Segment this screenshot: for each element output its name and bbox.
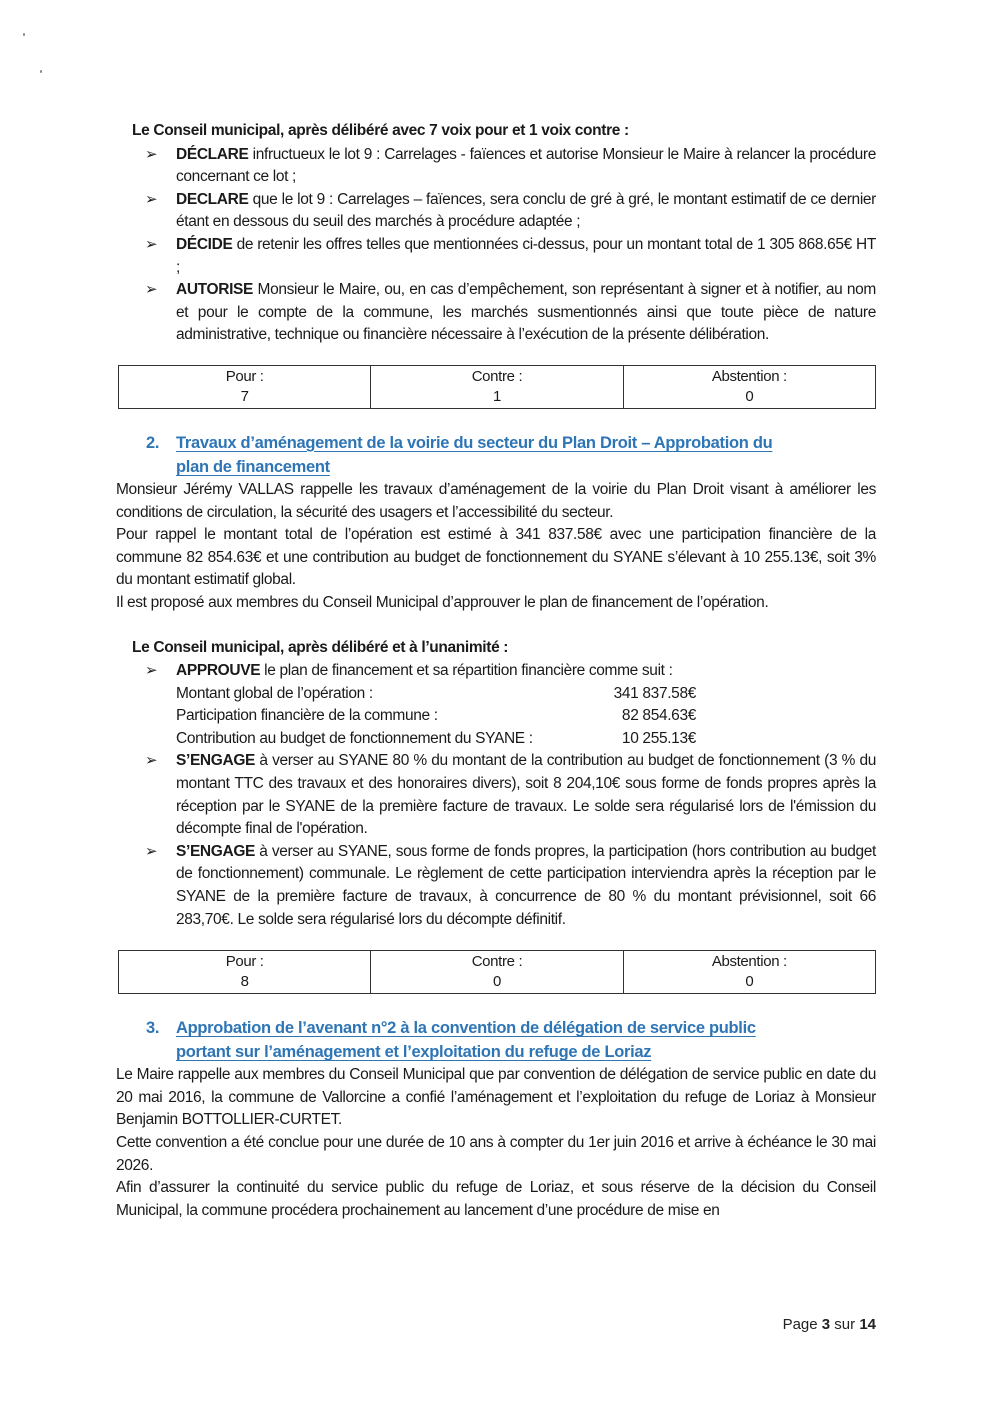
vote-pour-value: 8 [240, 973, 249, 991]
paragraph: Le Maire rappelle aux membres du Conseil Municipal que par convention de délégation de service public en date du 20 mai 2016, la commune de Vallorcine a confié l’aménagement et l’exploitation du refuge de Loriaz à Monsieur Benjamin BOTTOLLIER-CURTET. [116, 1066, 876, 1129]
page-prefix: Page [782, 1316, 822, 1333]
section-title-line2: plan de financement [176, 457, 330, 476]
paragraph: Il est proposé aux membres du Conseil Municipal d’approuver le plan de financement de l’opération. [116, 593, 769, 611]
vote-contre-value: 0 [492, 973, 501, 991]
council-decision-line: Le Conseil municipal, après délibéré avec 7 voix pour et 1 voix contre : [132, 122, 629, 139]
financing-value: 10 255.13€ [621, 729, 696, 747]
paragraph: Pour rappel le montant total de l’opération est estimé à 341 837.58€ avec une participation financière de la commune 82 854.63€ et une contribution au budget de fonctionnement du SYANE s’élevant à 10 255.13€, soit 3% du montant estimatif global. [116, 526, 876, 589]
financing-row [176, 728, 876, 751]
paragraph: Monsieur Jérémy VALLAS rappelle les travaux d’aménagement de la voirie du Plan Droit visant à améliorer les conditions de circulation, la sécurité des usagers et l’accessibilité du secteur. [116, 480, 876, 521]
decision-verb: S’ENGAGE [176, 842, 256, 860]
decision-list [116, 144, 876, 347]
section-title-line1: Approbation de l’avenant n°2 à la convention de délégation de service public [176, 1019, 756, 1038]
decision-verb: AUTORISE [176, 281, 254, 299]
decision-text: de retenir les offres telles que mentionnées ci-dessus, pour un montant total de 1 305 868.65€ HT ; [176, 235, 876, 276]
section-number: 2. [146, 433, 160, 452]
vote-pour-cell [119, 951, 371, 994]
vote-pour-cell [119, 365, 371, 408]
decision-item [145, 189, 876, 234]
vote-contre-label: Contre : [471, 953, 523, 971]
vote-table-section2 [118, 950, 876, 994]
vote-pour-label: Pour : [225, 367, 264, 385]
financing-label: Contribution au budget de fonctionnement du SYANE : [176, 729, 533, 747]
decision-item [145, 660, 876, 750]
paragraph: Afin d’assurer la continuité du service public du refuge de Loriaz, et sous réserve de la décision du Conseil Municipal, la commune procédera prochainement au lancement d’une procédure de mise en [116, 1179, 876, 1219]
arrow-bullet-icon: ➢ [145, 145, 158, 163]
section-title-line1: Travaux d’aménagement de la voirie du secteur du Plan Droit – Approbation du [176, 433, 773, 452]
vote-abstention-value: 0 [745, 973, 754, 991]
page-content [116, 120, 876, 1222]
vote-pour-label: Pour : [225, 953, 264, 971]
decision-item [145, 750, 876, 840]
vote-abstention-value: 0 [745, 387, 754, 405]
vote-contre-cell [371, 365, 623, 408]
arrow-bullet-icon: ➢ [145, 752, 158, 770]
scan-speck [23, 33, 25, 36]
paragraph: Cette convention a été conclue pour une durée de 10 ans à compter du 1er juin 2016 et arrive à échéance le 30 mai 2026. [116, 1134, 876, 1174]
decision-verb: APPROUVE [176, 662, 261, 680]
financing-row [176, 705, 876, 728]
vote-abstention-cell [623, 951, 875, 994]
decision-verb: DÉCIDE [176, 235, 233, 253]
financing-label: Participation financière de la commune : [176, 707, 438, 725]
arrow-bullet-icon: ➢ [145, 842, 158, 860]
decision-item [145, 279, 876, 347]
decision-text: Monsieur le Maire, ou, en cas d’empêchement, son représentant à signer et à notifier, au nom et pour le compte de la commune, les marchés susmentionnés ainsi que toute pièce de nature administrative, technique ou financière nécessaire à l’exécution de la présente délibération. [176, 281, 876, 344]
section-title-line2: portant sur l’aménagement et l’exploitation du refuge de Loriaz [176, 1043, 652, 1062]
decision-text: le plan de financement et sa répartition financière comme suit : [260, 662, 673, 680]
vote-contre-value: 1 [492, 387, 501, 405]
decision-verb: DÉCLARE [176, 145, 249, 163]
arrow-bullet-icon: ➢ [145, 235, 158, 253]
vote-contre-cell [371, 951, 623, 994]
vote-pour-value: 7 [240, 387, 249, 405]
decision-text: que le lot 9 : Carrelages – faïences, sera conclu de gré à gré, le montant estimatif de ce dernier étant en dessous du seuil des marchés à procédure adaptée ; [176, 190, 876, 231]
financing-label: Montant global de l’opération : [176, 684, 373, 702]
page-mid: sur [830, 1316, 860, 1333]
financing-value: 341 837.58€ [613, 684, 696, 702]
council-decision-line: Le Conseil municipal, après délibéré et à l’unanimité : [132, 638, 509, 656]
arrow-bullet-icon: ➢ [145, 281, 158, 299]
scan-speck [40, 70, 42, 73]
section-number: 3. [146, 1019, 160, 1038]
page-footer [783, 1316, 876, 1333]
decision-text: à verser au SYANE, sous forme de fonds propres, la participation (hors contribution au budget de fonctionnement) communale. Le règlement de cette participation interviendra après la réception par le SYANE de la première facture de travaux, à concurrence de 80 % du montant prévisionnel, soit 66 283,70€. Le solde sera régularisé lors du décompte définitif. [176, 842, 876, 928]
vote-abstention-label: Abstention : [711, 953, 787, 971]
decision-verb: S’ENGAGE [176, 752, 256, 770]
page-total: 14 [859, 1316, 876, 1333]
vote-abstention-label: Abstention : [711, 367, 787, 385]
page-current: 3 [821, 1316, 831, 1333]
vote-table-section1 [118, 365, 876, 409]
decision-item [145, 144, 876, 189]
decision-item [145, 234, 876, 279]
financing-value: 82 854.63€ [621, 707, 696, 725]
decision-verb: DECLARE [176, 190, 249, 208]
section-3-heading [116, 1016, 876, 1064]
vote-abstention-cell [623, 365, 875, 408]
decision-list [116, 660, 876, 931]
arrow-bullet-icon: ➢ [145, 662, 158, 680]
section-2-heading [116, 431, 876, 479]
arrow-bullet-icon: ➢ [145, 190, 158, 208]
vote-contre-label: Contre : [471, 367, 523, 385]
decision-text: infructueux le lot 9 : Carrelages - faïences et autorise Monsieur le Maire à relancer la procédure concernant ce lot ; [176, 145, 876, 186]
decision-item [145, 841, 876, 931]
financing-row [176, 683, 876, 706]
decision-text: à verser au SYANE 80 % du montant de la contribution au budget de fonctionnement (3 % du montant TTC des travaux et des honoraires divers), soit 8 204,10€ sous forme de fonds propres après la réception par le SYANE de la première facture de travaux. Le solde sera régularisé lors de l'émission du décompte final de l'opération. [176, 752, 876, 838]
